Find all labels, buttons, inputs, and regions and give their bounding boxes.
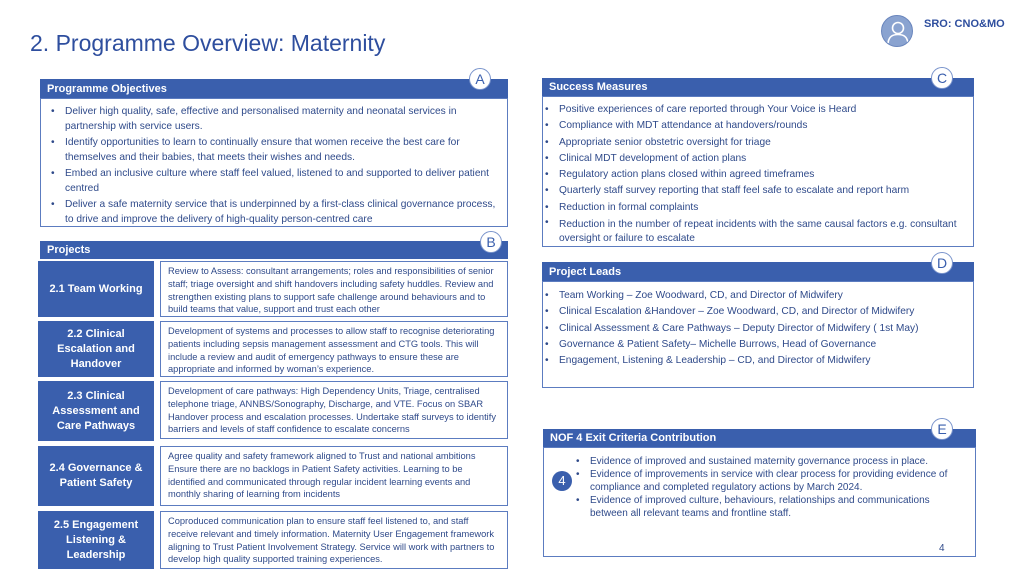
leads-panel — [542, 281, 974, 388]
project-label: 2.4 Governance & Patient Safety — [38, 446, 154, 506]
sro-label: SRO: CNO&MO — [924, 18, 1005, 30]
nof-panel — [543, 447, 976, 557]
list-item: • Clinical Escalation &Handover – Zoe Woodward, CD, and Director of Midwifery — [545, 304, 967, 320]
success-list — [543, 102, 973, 246]
nof-list — [576, 455, 975, 520]
nof-heading: NOF 4 Exit Criteria Contribution — [550, 432, 717, 444]
list-item: • Positive experiences of care reported through Your Voice is Heard — [545, 102, 967, 118]
list-item: • Identify opportunities to learn to continually ensure that women receive the best care for themselves and their babies, that meets their wishes and needs. — [51, 136, 497, 165]
list-item: • Deliver high quality, safe, effective and personalised maternity and neonatal services in partnership with service users. — [51, 105, 497, 134]
project-description: Coproduced communication plan to ensure staff feel listened to, and staff receive relevant and timely information. Maternity User Engagement framework aligning to Trust Patient Involvement Strategy. Service will work with partners to develop high quality supported training experiences. — [160, 511, 508, 569]
success-panel — [542, 96, 974, 247]
nof-badge: E — [931, 418, 953, 440]
objectives-header — [40, 79, 508, 98]
nof-number-badge: 4 — [552, 471, 572, 491]
list-item: • Governance & Patient Safety– Michelle Burrows, Head of Governance — [545, 337, 967, 353]
success-heading: Success Measures — [549, 81, 648, 93]
list-item: • Deliver a safe maternity service that is underpinned by a first-class clinical governance process, to drive and improve the delivery of high-quality person-centred care — [51, 198, 497, 227]
nof-header — [543, 429, 976, 447]
project-label: 2.1 Team Working — [38, 261, 154, 317]
page-number: 4 — [939, 543, 945, 554]
leads-header — [542, 262, 974, 281]
success-header — [542, 78, 974, 96]
list-item: • Team Working – Zoe Woodward, CD, and Director of Midwifery — [545, 288, 967, 304]
list-item: • Clinical Assessment & Care Pathways – Deputy Director of Midwifery ( 1st May) — [545, 321, 967, 337]
list-item: • Quarterly staff survey reporting that staff feel safe to escalate and report harm — [545, 183, 967, 199]
list-item: • Engagement, Listening & Leadership – CD, and Director of Midwifery — [545, 353, 967, 369]
project-description: Agree quality and safety framework aligned to Trust and national ambitions Ensure there are no backlogs in Patient Safety activities. Learning to be identified and communicated through regular incident learning events and monthly sharing of learning from incidents — [160, 446, 508, 506]
project-description: Development of care pathways: High Dependency Units, Triage, centralised telephone triage, ANNBS/Sonography, Discharge, and VTE. Focus on SBAR Handover process and escalation processes. Undertake staff surveys to identify barriers and levels of staff confidence to escalate concerns — [160, 381, 508, 439]
list-item: • Evidence of improved and sustained maternity governance process in place. — [576, 455, 969, 468]
list-item: • Appropriate senior obstetric oversight for triage — [545, 135, 967, 151]
project-label: 2.2 Clinical Escalation and Handover — [38, 321, 154, 377]
leads-heading: Project Leads — [549, 265, 622, 278]
project-label: 2.3 Clinical Assessment and Care Pathways — [38, 381, 154, 441]
success-badge: C — [931, 67, 953, 89]
projects-header — [40, 241, 508, 259]
leads-badge: D — [931, 252, 953, 274]
projects-badge: B — [480, 231, 502, 253]
objectives-list — [41, 99, 507, 227]
list-item: • Compliance with MDT attendance at handovers/rounds — [545, 118, 967, 134]
list-item: • Reduction in the number of repeat incidents with the same causal factors e.g. consultant oversight or failure to escalate — [545, 216, 967, 246]
objectives-heading: Programme Objectives — [47, 82, 167, 95]
list-item: • Reduction in formal complaints — [545, 200, 967, 216]
list-item: • Evidence of improvements in service with clear process for providing evidence of compliance and completed regulatory actions by March 2024. — [576, 468, 969, 494]
list-item: • Evidence of improved culture, behaviours, relationships and communications between all relevant teams and frontline staff. — [576, 494, 969, 520]
project-description: Development of systems and processes to allow staff to recognise deteriorating patients including sepsis management assessment and CTG tools. This will include a review and audit of emergency pathways to ensure these are appropriate and informed by woman’s experience. — [160, 321, 508, 377]
page-title: 2. Programme Overview: Maternity — [30, 30, 386, 56]
project-label: 2.5 Engagement Listening & Leadership — [38, 511, 154, 569]
objectives-panel — [40, 98, 508, 227]
list-item: • Regulatory action plans closed within agreed timeframes — [545, 167, 967, 183]
leads-list — [543, 288, 973, 369]
list-item: • Clinical MDT development of action plans — [545, 151, 967, 167]
projects-heading: Projects — [47, 244, 91, 256]
list-item: • Embed an inclusive culture where staff feel valued, listened to and supported to deliver patient centred — [51, 167, 497, 196]
objectives-badge: A — [469, 68, 491, 90]
project-description: Review to Assess: consultant arrangements; roles and responsibilities of senior staff; triage oversight and shift handovers including safety huddles. Review and strengthen existing plans to support safe challenge around behaviours and to build teams that value, support and trust each other — [160, 261, 508, 317]
user-avatar-icon — [881, 15, 913, 47]
